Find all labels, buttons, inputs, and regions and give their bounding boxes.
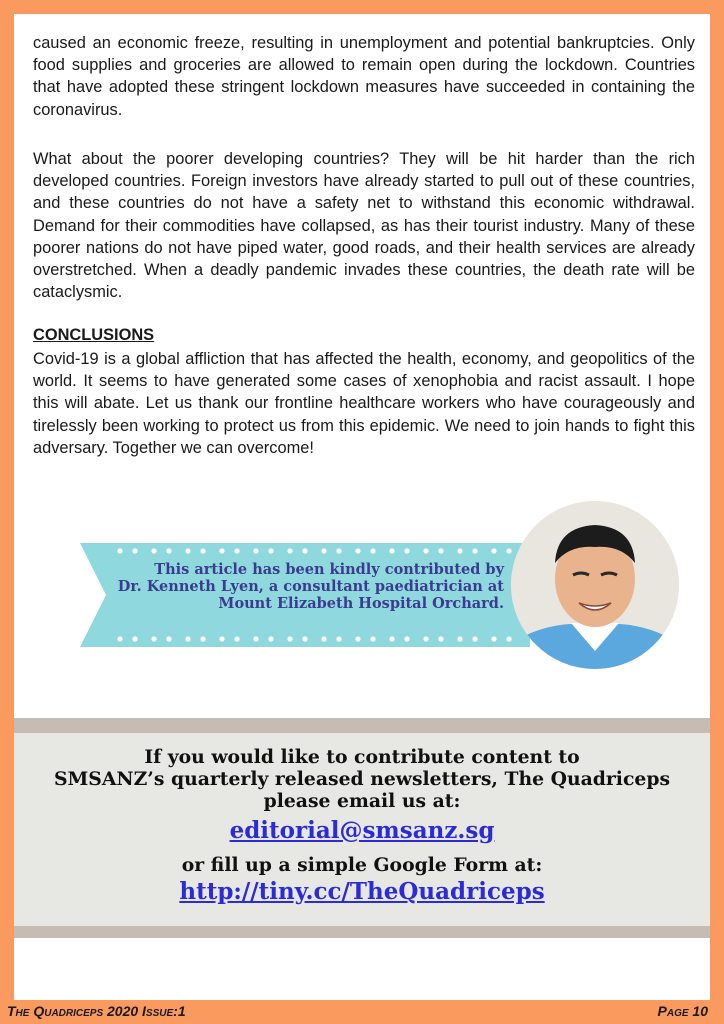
cta-email-row [14, 817, 710, 845]
google-form-link[interactable]: http://tiny.cc/TheQuadriceps [179, 878, 545, 905]
footer-page-number: Page 10 [657, 1003, 708, 1019]
contributor-line: Dr. Kenneth Lyen, a consultant paediatrician at [117, 578, 504, 595]
cta-line: SMSANZ’s quarterly released newsletters, The Quadriceps [53, 768, 671, 790]
author-photo [511, 501, 679, 669]
cta-band-top [14, 718, 710, 733]
footer-issue: The Quadriceps 2020 Issue:1 [7, 1003, 186, 1019]
cta-band-bottom [14, 926, 710, 938]
conclusions-heading: CONCLUSIONS [33, 326, 155, 344]
author-portrait-icon [511, 501, 679, 669]
article-paragraph: What about the poorer developing countries? They will be hit harder than the rich developed countries. Foreign investors have already started to pull out of these countries, and these countries do not have a safety net to withstand this economic withdrawal. Demand for their commodities have collapsed, as has their tourist industry. Many of these poorer nations do not have piped water, good roads, and their health services are already overstretched. When a deadly pandemic invades these countries, the death rate will be cataclysmic. [33, 150, 695, 302]
page [14, 14, 710, 1000]
contributor-line: Mount Elizabeth Hospital Orchard. [218, 595, 504, 612]
email-link[interactable]: editorial@smsanz.sg [229, 817, 495, 844]
contributor-ribbon [80, 529, 540, 657]
cta-form-row [14, 877, 710, 907]
cta-line: If you would like to contribute content to [144, 746, 580, 768]
contributor-credit [104, 561, 504, 612]
article-paragraph: caused an economic freeze, resulting in unemployment and potential bankruptcies. Only food supplies and groceries are allowed to remain open during the lockdown. Countries that have adopted these stringent lockdown measures have succeeded in containing the coronavirus. [33, 34, 695, 119]
cta-invitation [14, 746, 710, 812]
cta-line: please email us at: [263, 790, 461, 812]
cta-form-text: or fill up a simple Google Form at: [181, 854, 543, 876]
article-paragraph: Covid-19 is a global affliction that has affected the health, economy, and geopolitics of the world. It seems to have generated some cases of xenophobia and racist assault. I hope this will abate. Let us thank our frontline healthcare workers who have courageously and tirelessly been working to protect us from this epidemic. We need to join hands to fight this adversary. Together we can overcome! [33, 350, 695, 457]
contributor-line: This article has been kindly contributed by [154, 561, 504, 578]
